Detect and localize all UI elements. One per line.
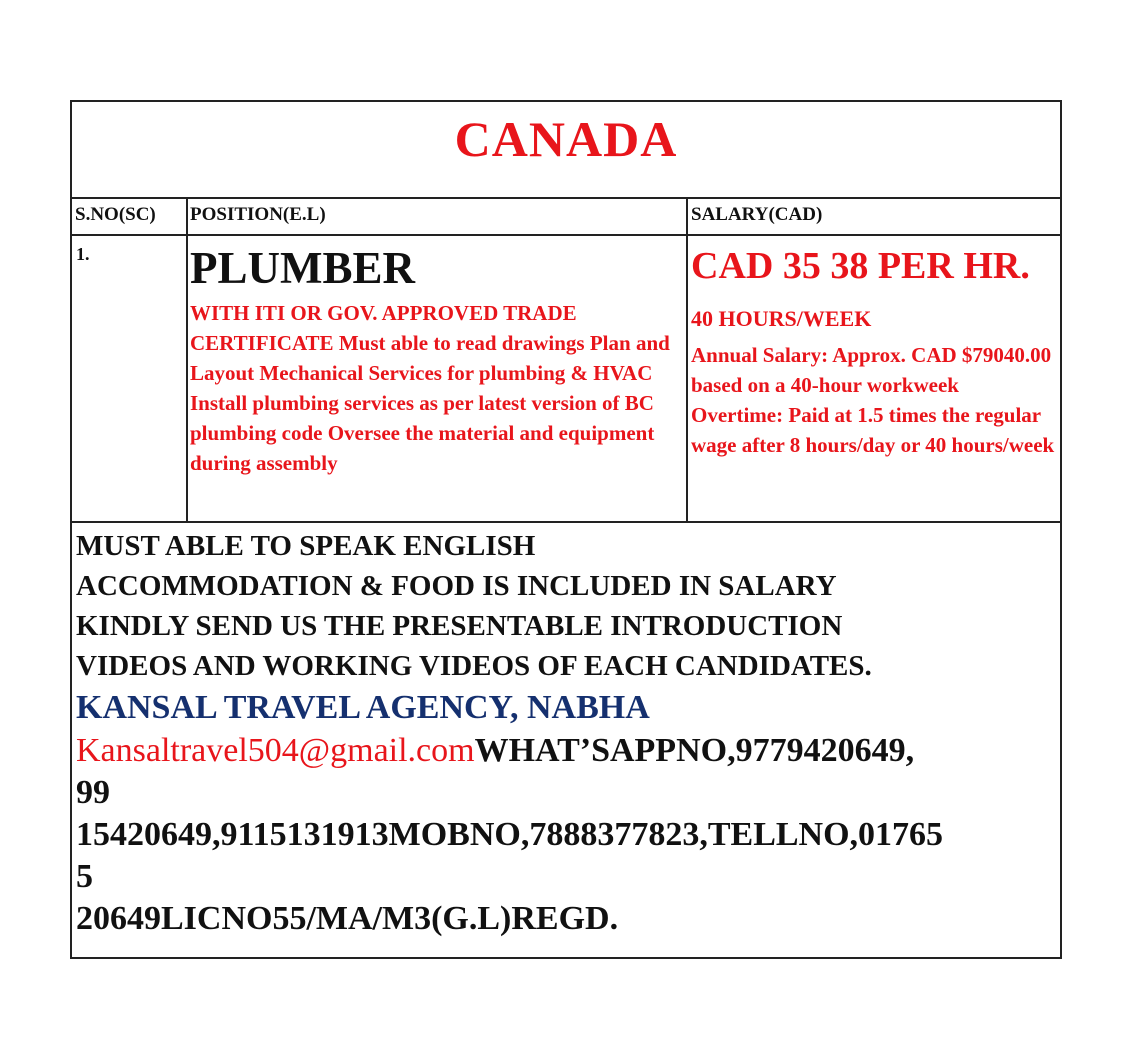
salary-main: CAD 35 38 PER HR. xyxy=(691,245,1030,287)
salary-details xyxy=(691,340,1061,460)
contact-line: 5 xyxy=(76,858,93,895)
table-row xyxy=(72,236,1060,523)
column-divider xyxy=(186,199,188,234)
requirement-line: ACCOMMODATION & FOOD IS INCLUDED IN SALARY xyxy=(76,570,837,602)
header-position: POSITION(E.L) xyxy=(190,204,326,225)
salary-rate xyxy=(691,242,1061,343)
header-row xyxy=(72,199,1060,236)
title-row xyxy=(72,102,1060,199)
contact-line: 15420649,9115131913MOBNO,7888377823,TELLNO,01765 xyxy=(76,816,944,853)
position-title: PLUMBER xyxy=(190,243,415,293)
column-divider xyxy=(686,199,688,234)
contact-details xyxy=(76,730,1060,940)
country-title: CANADA xyxy=(454,110,678,167)
header-sno: S.NO(SC) xyxy=(75,204,156,225)
license-line: 20649LICNO55/MA/M3(G.L)REGD. xyxy=(76,900,619,937)
requirement-line: MUST ABLE TO SPEAK ENGLISH xyxy=(76,530,536,562)
serial-number: 1. xyxy=(76,244,90,264)
agency-email[interactable]: Kansaltravel504@gmail.com xyxy=(76,732,475,769)
notice-footer xyxy=(76,526,1060,940)
column-divider xyxy=(186,236,188,521)
contact-line: 99 xyxy=(76,774,110,811)
whatsapp-number: WHAT’SAPPNO,9779420649, xyxy=(474,732,915,769)
job-notice-table xyxy=(70,100,1062,959)
salary-hours: 40 HOURS/WEEK xyxy=(691,306,872,331)
agency-name: KANSAL TRAVEL AGENCY, NABHA xyxy=(76,689,650,726)
requirement-line: KINDLY SEND US THE PRESENTABLE INTRODUCTION xyxy=(76,610,843,642)
position-description: WITH ITI OR GOV. APPROVED TRADE CERTIFICATE Must able to read drawings Plan and Layout Mechanical Services for plumbing & HVAC Install plumbing services as per latest version of BC plumbing code Oversee the material and equipment during assembly xyxy=(190,301,670,475)
header-salary: SALARY(CAD) xyxy=(691,204,823,225)
column-divider xyxy=(686,236,688,521)
salary-overtime: Overtime: Paid at 1.5 times the regular wage after 8 hours/day or 40 hours/week xyxy=(691,403,1055,457)
salary-annual: Annual Salary: Approx. CAD $79040.00 based on a 40-hour workweek xyxy=(691,343,1052,397)
requirement-line: VIDEOS AND WORKING VIDEOS OF EACH CANDIDATES. xyxy=(76,650,872,682)
